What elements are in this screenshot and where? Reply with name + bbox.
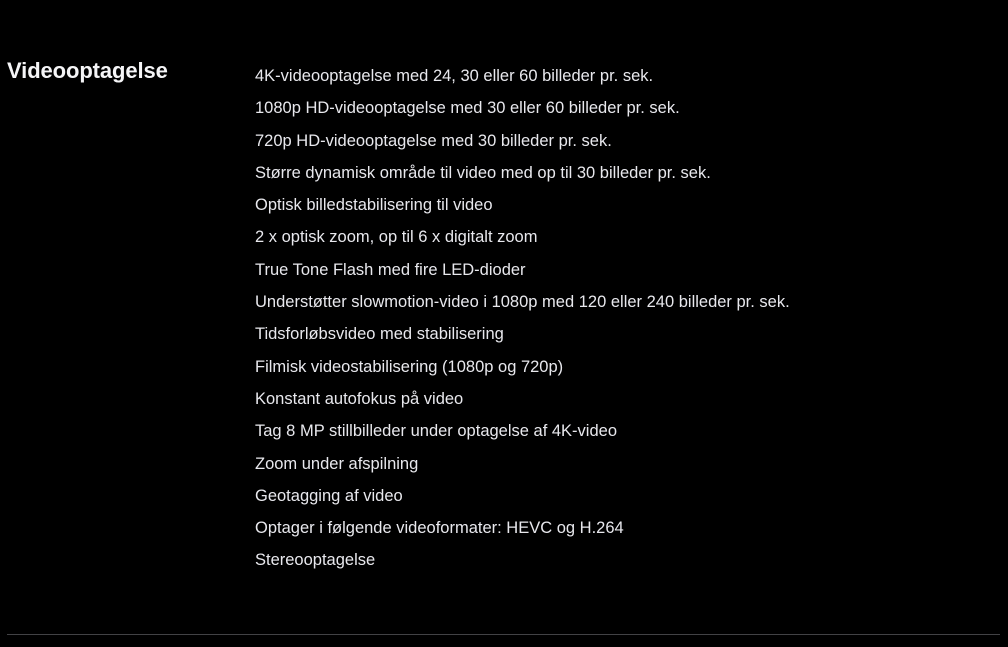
spec-item: Optager i følgende videoformater: HEVC og H.264 xyxy=(255,519,624,538)
spec-item: True Tone Flash med fire LED-dioder xyxy=(255,260,526,279)
section-divider xyxy=(7,634,1000,635)
spec-item: Tidsforløbsvideo med stabilisering xyxy=(255,325,504,344)
spec-item: Konstant autofokus på video xyxy=(255,389,464,408)
spec-item: 2 x optisk zoom, op til 6 x digitalt zoom xyxy=(255,228,538,247)
spec-item: Geotagging af video xyxy=(255,486,403,505)
spec-item: Tag 8 MP stillbilleder under optagelse af 4K-video xyxy=(255,422,617,441)
spec-item: Filmisk videostabilisering (1080p og 720p) xyxy=(255,357,564,376)
spec-item: 720p HD-videooptagelse med 30 billeder pr. sek. xyxy=(255,131,612,150)
section-title: Videooptagelse xyxy=(7,58,168,83)
spec-item: Optisk billedstabilisering til video xyxy=(255,196,493,215)
spec-item: Understøtter slowmotion-video i 1080p med 120 eller 240 billeder pr. sek. xyxy=(255,293,790,312)
spec-item: Stereooptagelse xyxy=(255,551,376,570)
spec-item: Zoom under afspilning xyxy=(255,454,419,473)
spec-list xyxy=(255,60,790,577)
spec-item: 1080p HD-videooptagelse med 30 eller 60 billeder pr. sek. xyxy=(255,99,680,118)
spec-item: 4K-videooptagelse med 24, 30 eller 60 billeder pr. sek. xyxy=(255,67,654,85)
spec-item: Større dynamisk område til video med op til 30 billeder pr. sek. xyxy=(255,163,711,182)
